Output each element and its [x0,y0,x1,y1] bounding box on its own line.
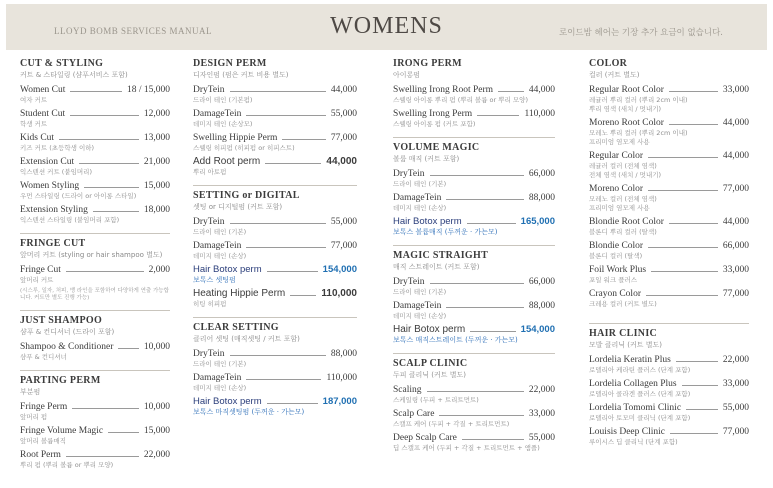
item-name: Shampoo & Conditioner [20,342,114,352]
column-2 [193,58,357,425]
item-name: Hair Botox perm [393,216,462,227]
item-korean: 앞머리 볼륨매직 [20,437,67,445]
section-subtitle: 앞머리 커트 (styling or hair shampoo 별도) [20,251,163,259]
menu-item [20,341,170,362]
item-korean: 데미지 테인 (손상) [393,312,447,320]
section-fringe-cut [20,238,170,302]
item-price: 55,000 [722,403,749,413]
item-price: 44,000 [722,217,749,227]
item-name: Lordelia Tomomi Clinic [589,403,682,413]
item-name: Moreno Color [589,184,644,194]
item-name: Student Cut [20,109,66,119]
item-korean: 데미지 테인 (손상) [193,384,247,392]
item-price: 15,000 [143,181,170,191]
divider [193,317,357,318]
menu-item [193,396,357,417]
page-title: WOMENS [330,13,443,39]
item-korean: 드라이 테인 (기본펌) [193,96,253,104]
item-korean: 모레노 뿌리 컬러 (뿌리 2cm 이내) [589,129,688,137]
section-clear-setting [193,322,357,417]
item-name: DryTein [393,169,425,179]
item-price: 77,000 [722,184,749,194]
item-korean: 보톡스 마직셋팅펌 (두꺼운 · 가는모) [193,408,305,416]
menu-item [393,192,555,213]
item-price: 55,000 [330,217,357,227]
item-note: 뿌리 염색 (새치 / 멋내기) [589,105,662,113]
menu-item [589,288,749,309]
item-price: 77,000 [330,133,357,143]
item-note: 프리미엄 염모제 사용 [589,204,650,212]
section-subtitle: 샴푸 & 컨디셔너 (드라이 포함) [20,328,115,336]
menu-item [20,84,170,105]
section-title: HAIR CLINIC [589,328,658,339]
section-title: SETTING or DIGITAL [193,190,300,201]
item-name: Fringe Cut [20,265,61,275]
menu-item [393,300,555,321]
section-subtitle: 매직 스트레이트 (커트 포함) [393,263,480,271]
item-korean: 드라이 테인 (기본) [193,360,247,368]
item-korean: 블론디 뿌리 컬러 (탈색) [589,228,657,236]
item-name: Extension Cut [20,157,75,167]
section-title: CUT & STYLING [20,58,104,69]
menu-item [589,402,749,423]
item-price: 22,000 [143,450,170,460]
menu-item [20,108,170,129]
item-korean: 우먼 스타일링 (드라이 or 아이롱 스타일) [20,192,137,200]
divider [393,137,555,138]
item-korean: 뿌리 아토펌 [193,168,227,176]
item-price: 44,000 [330,85,357,95]
divider [589,323,749,324]
item-name: Hair Botox perm [193,396,262,407]
section-title: SCALP CLINIC [393,358,468,369]
menu-item [20,449,170,470]
menu-item [193,240,357,261]
item-price: 33,000 [722,379,749,389]
divider [193,185,357,186]
item-name: Swelling Irong Root Perm [393,85,494,95]
menu-item [193,84,357,105]
section-subtitle: 클리어 셋팅 (매직셋팅 / 커트 포함) [193,335,300,343]
item-price: 66,000 [528,169,555,179]
item-korean: 로델리아 콜라겐 플러스 (단계 포함) [589,390,691,398]
item-price: 154,000 [520,324,555,335]
item-price: 33,000 [722,85,749,95]
item-korean: 앞머리 커트 [20,276,54,284]
item-name: Scalp Care [393,409,435,419]
section-title: MAGIC STRAIGHT [393,250,489,261]
item-name: Add Root perm [193,156,261,167]
menu-item [393,108,555,129]
item-price: 44,000 [528,85,555,95]
item-name: DamageTein [393,193,442,203]
menu-item [193,264,357,285]
menu-item [20,180,170,201]
item-name: Extension Styling [20,205,88,215]
menu-item [20,156,170,177]
item-price: 55,000 [330,109,357,119]
item-korean: 크레용 컬러 (커트 별도) [589,300,657,308]
menu-item [393,432,555,453]
section-title: FRINGE CUT [20,238,86,249]
item-price: 2,000 [148,265,170,275]
item-name: Heating Hippie Perm [193,288,286,299]
item-korean: 키즈 커트 (초등학생 이하) [20,144,95,152]
item-price: 33,000 [528,409,555,419]
section-title: CLEAR SETTING [193,322,279,333]
item-name: Women Styling [20,181,80,191]
item-korean: 데미지 테인 (손상) [393,204,447,212]
menu-item [193,108,357,129]
item-korean: 드라이 테인 (기본) [393,180,447,188]
item-korean: 스웰링 히피펌 (히피펌 or 히피스트) [193,144,295,152]
item-price: 15,000 [143,426,170,436]
item-name: DryTein [393,277,425,287]
header-notice: 로이드밤 헤어는 기장 추가 요금이 없습니다. [558,28,723,38]
item-name: Louisis Deep Clinic [589,427,665,437]
section-subtitle: 컬러 (커트 별도) [589,71,640,79]
section-setting-digital [193,190,357,309]
item-price: 77,000 [722,427,749,437]
item-name: Kids Cut [20,133,55,143]
item-name: Lordelia Keratin Plus [589,355,671,365]
item-price: 10,000 [143,402,170,412]
item-name: DryTein [193,217,225,227]
item-price: 110,000 [321,288,357,299]
item-korean: 익스텐션 스타일링 (붙임머리 포함) [20,216,120,224]
menu-item [589,183,749,213]
item-name: DamageTein [193,241,242,251]
section-hair-clinic [589,328,749,447]
column-4 [589,58,749,455]
item-korean: 스웰링 아이롱 펌 (커트 포함) [393,120,476,128]
item-name: DryTein [193,349,225,359]
menu-item [589,240,749,261]
item-name: Moreno Root Color [589,118,664,128]
menu-item [393,384,555,405]
item-price: 21,000 [143,157,170,167]
item-price: 55,000 [528,433,555,443]
item-korean: 앞머리 펌 [20,413,48,421]
menu-item [193,372,357,393]
item-price: 88,000 [330,349,357,359]
item-name: DamageTein [393,301,442,311]
menu-item [393,216,555,237]
item-name: Hair Botox perm [193,264,262,275]
item-korean: 로델리아 토모미 클리닉 (단계 포함) [589,414,691,422]
item-name: Hair Botox perm [393,324,466,335]
item-korean: 레귤러 컬러 (전체 염색) [589,162,657,170]
item-korean: 루이시스 딥 클리닉 (단계 포함) [589,438,678,446]
item-price: 165,000 [520,216,555,227]
divider [393,245,555,246]
section-title: DESIGN PERM [193,58,267,69]
section-subtitle: 부분펌 [20,388,41,396]
item-price: 44,000 [326,156,357,167]
section-title: IRONG PERM [393,58,462,69]
item-price: 13,000 [143,133,170,143]
section-subtitle [193,70,357,80]
item-price: 77,000 [330,241,357,251]
section-title: VOLUME MAGIC [393,142,480,153]
menu-item [193,348,357,369]
divider [393,353,555,354]
menu-item [589,426,749,447]
item-korean: 블론디 컬러 (탈색) [589,252,643,260]
menu-item [393,84,555,105]
section-volume-magic [393,142,555,237]
item-price: 66,000 [528,277,555,287]
item-korean: 히팅 히피펌 [193,300,227,308]
item-korean: 보톡스 셋팅펌 [193,276,236,284]
menu-item [589,264,749,285]
brand-manual-label: LLOYD BOMB SERVICES MANUAL [54,26,213,36]
menu-item [589,117,749,147]
menu-item [393,168,555,189]
item-name: DamageTein [193,109,242,119]
menu-item [193,216,357,237]
item-korean: 포일 워크 플러스 [589,276,638,284]
section-just-shampoo [20,315,170,362]
item-korean: 보톡스 매직스트레이트 (두꺼운 · 가는모) [393,336,518,344]
section-irong-perm [393,58,555,129]
item-name: Women Cut [20,85,66,95]
item-price: 154,000 [322,264,357,275]
item-korean: 레귤러 뿌리 컬러 (뿌리 2cm 이내) [589,96,688,104]
menu-item [589,84,749,114]
menu-item [393,408,555,429]
item-name: Fringe Perm [20,402,68,412]
item-name: Crayon Color [589,289,641,299]
item-name: Regular Root Color [589,85,664,95]
item-note: 프리미엄 염모제 사용 [589,138,650,146]
item-name: Swelling Hippie Perm [193,133,278,143]
item-name: DryTein [193,85,225,95]
section-subtitle-main: 디자인펌 [193,71,221,79]
item-name: Blondie Root Color [589,217,664,227]
section-title: COLOR [589,58,628,69]
item-korean: 드라이 테인 (기본) [393,288,447,296]
item-name: Root Perm [20,450,61,460]
menu-header [6,4,767,50]
item-price: 10,000 [143,342,170,352]
section-subtitle: 커트 & 스타일링 (샴푸서비스 포함) [20,71,128,79]
item-price: 18,000 [143,205,170,215]
item-price: 77,000 [722,289,749,299]
item-korean: 여자 커트 [20,96,48,104]
item-price: 110,000 [326,373,357,383]
menu-item [20,425,170,446]
section-magic-straight [393,250,555,345]
item-korean: 드라이 테인 (기본) [193,228,247,236]
section-subtitle: 아이롱펌 [393,71,421,79]
menu-item [20,264,170,285]
item-price: 88,000 [528,301,555,311]
item-korean: 익스텐션 커트 (붙임머리) [20,168,92,176]
item-name: Blondie Color [589,241,644,251]
item-name: Swelling Irong Perm [393,109,473,119]
column-1 [20,58,170,478]
item-price: 22,000 [528,385,555,395]
menu-item [589,378,749,399]
section-subtitle: 셋팅 or 디지털펌 (커트 포함) [193,203,283,211]
item-korean: 샴푸 & 컨디셔너 [20,353,67,361]
menu-item [589,150,749,180]
item-name: Lordelia Collagen Plus [589,379,677,389]
section-subtitle: 볼륨 매직 (커트 포함) [393,155,460,163]
menu-item [193,156,357,177]
section-cut-styling [20,58,170,225]
divider [20,310,170,311]
item-korean: 스캘프 케어 (두피 + 각질 + 트리트먼트) [393,420,510,428]
item-korean: 스케일링 (두피 + 트리트먼트) [393,396,479,404]
item-price: 110,000 [524,109,555,119]
section-subtitle: 모발 클리닉 (커트 별도) [589,341,662,349]
fringe-note: (시스루, 일자, 처피, 뱅 라인을 포함하여 다양하게 연출 가능합니다. 커트만 별도 진행 가능) [20,288,169,301]
item-price: 33,000 [722,265,749,275]
item-korean: 딥 스캘프 케어 (두피 + 각질 + 트리트먼트 + 앰플) [393,444,540,452]
menu-item [193,288,357,309]
menu-item [589,354,749,375]
item-price: 88,000 [528,193,555,203]
item-korean: 로델리아 케라틴 플러스 (단계 포함) [589,366,691,374]
section-title: JUST SHAMPOO [20,315,103,326]
section-title: PARTING PERM [20,375,101,386]
section-scalp-clinic [393,358,555,453]
item-price: 66,000 [722,241,749,251]
section-subtitle: 두피 클리닉 (커트 별도) [393,371,466,379]
item-name: DamageTein [193,373,242,383]
item-korean: 뿌리 펌 (뿌리 볼륨 or 뿌리 모양) [20,461,114,469]
column-3 [393,58,555,461]
item-price: 12,000 [143,109,170,119]
item-korean: 모레노 컬러 (전체 염색) [589,195,657,203]
item-name: Deep Scalp Care [393,433,457,443]
menu-item [589,216,749,237]
menu-item [20,401,170,422]
section-color [589,58,749,309]
item-price: 44,000 [722,118,749,128]
item-name: Regular Color [589,151,644,161]
item-name: Scaling [393,385,422,395]
menu-item [20,132,170,153]
section-parting-perm [20,375,170,470]
section-subtitle-note: (펌은 커트 비용 별도) [222,71,289,79]
menu-item [393,324,555,345]
menu-item [20,204,170,225]
item-korean: 데미지 테인 (손상모) [193,120,253,128]
item-price: 18 / 15,000 [126,85,170,95]
menu-item [193,132,357,153]
item-price: 22,000 [722,355,749,365]
section-design-perm [193,58,357,177]
item-name: Foil Work Plus [589,265,647,275]
item-name: Fringe Volume Magic [20,426,104,436]
item-price: 187,000 [322,396,357,407]
item-price: 44,000 [722,151,749,161]
item-note: 전체 염색 (새치 / 멋내기) [589,171,662,179]
item-korean: 학생 커트 [20,120,48,128]
item-korean: 데미지 테인 (손상) [193,252,247,260]
divider [20,233,170,234]
item-korean: 보톡스 볼륨매직 (두꺼운 · 가는모) [393,228,498,236]
divider [20,370,170,371]
menu-item [393,276,555,297]
item-korean: 스웰링 아이롱 뿌리 펌 (뿌리 볼륨 or 뿌리 모양) [393,96,528,104]
